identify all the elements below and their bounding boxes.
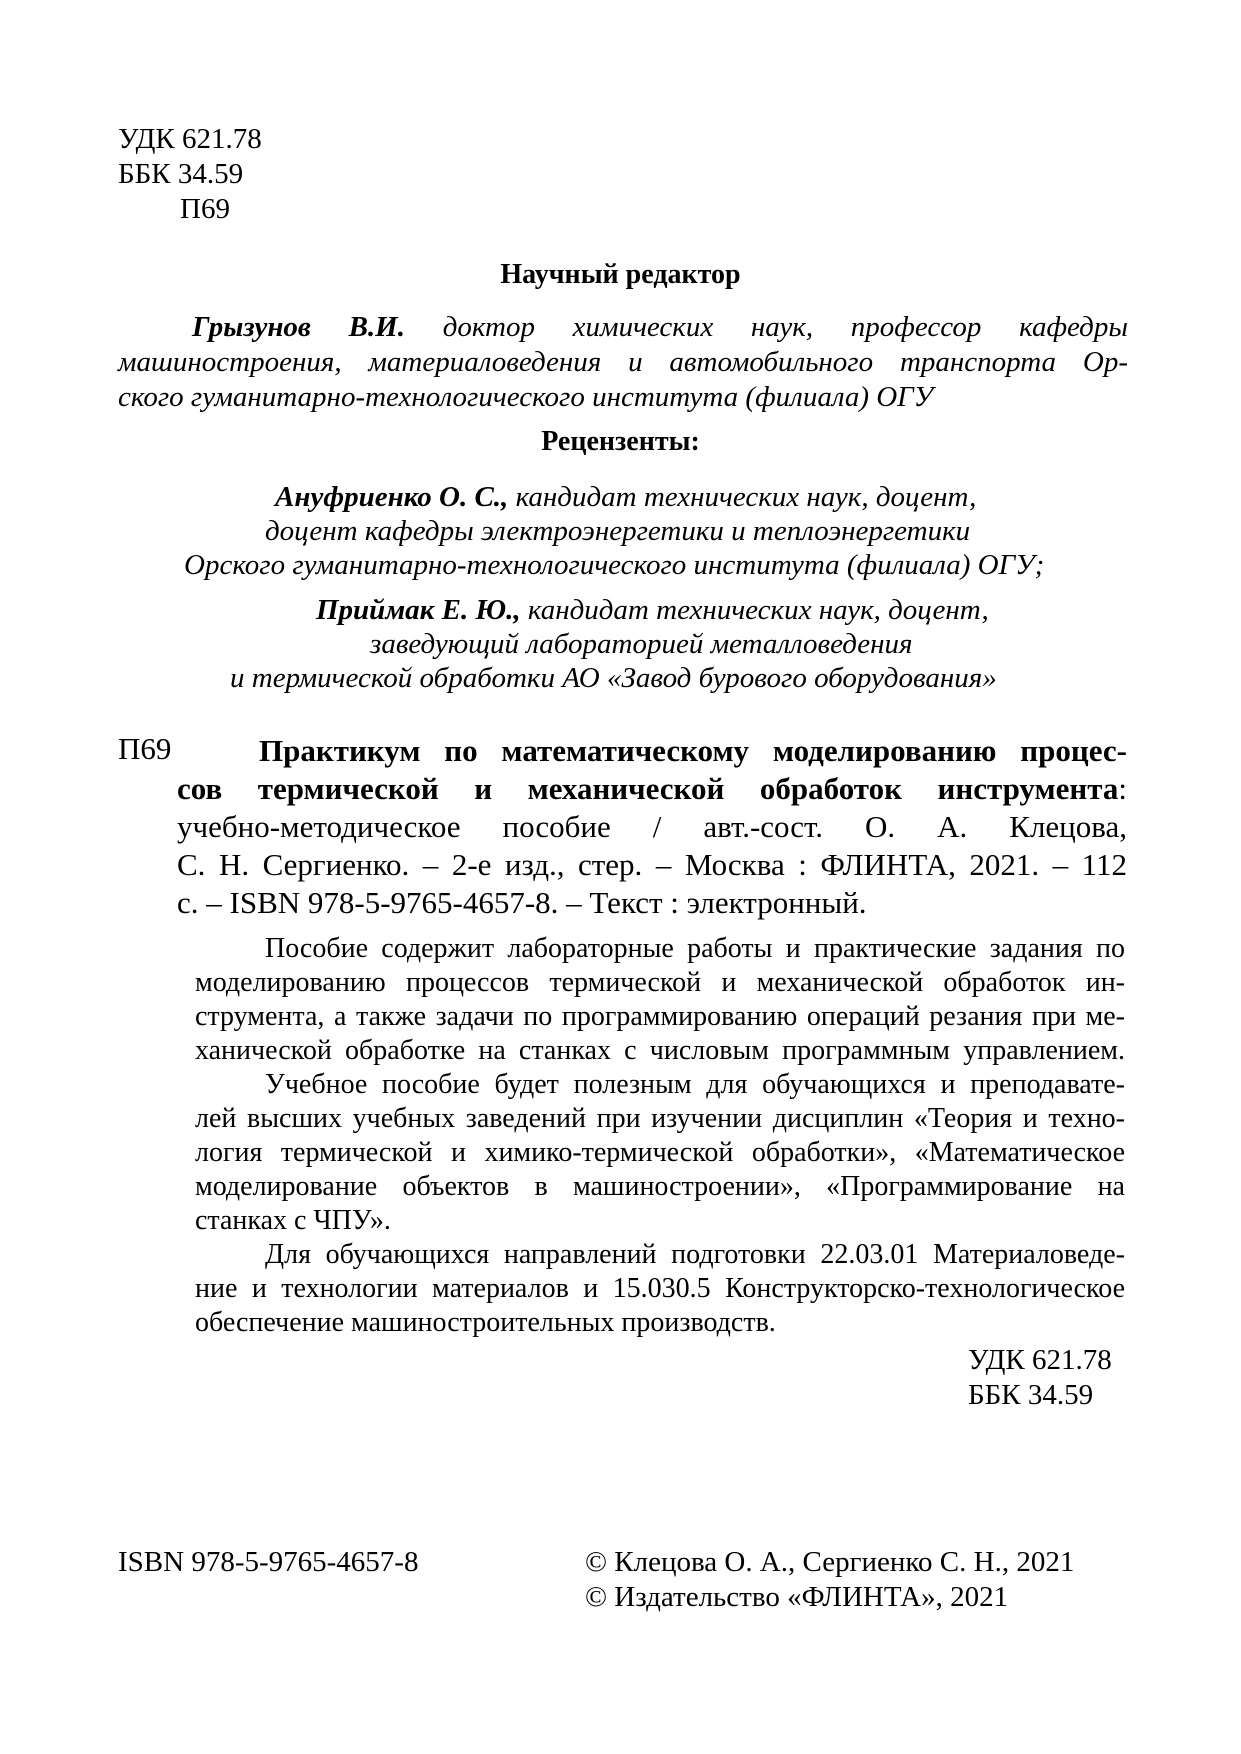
catalog-title-text: сов термической и механической обработок инструмента [177, 771, 1119, 806]
abstract-p2-line-3: логия термической и химико-термической обработки», «Математическое [195, 1137, 1125, 1168]
reviewer-2-line-1 [316, 593, 1241, 627]
catalog-entry [177, 732, 1127, 922]
footer-bbk-code: ББК 34.59 [968, 1379, 1094, 1411]
scientific-editor-line-3: ского гуманитарно-технологического института (филиала) ОГУ [118, 381, 934, 413]
abstract-p1-line-3: струмента, а также задачи по программированию операций резания при ме- [195, 1001, 1125, 1032]
catalog-title-line-1: Практикум по математическому моделированию процес- [259, 733, 1127, 768]
classification-codes [118, 122, 262, 227]
copyright-authors: © Клецова О. А., Сергиенко С. Н., 2021 [585, 1546, 1075, 1578]
catalog-line-4: С. Н. Сергиенко. – 2-е изд., стер. – Москва : ФЛИНТА, 2021. – 112 [177, 847, 1127, 882]
abstract-p2-line-1: Учебное пособие будет полезным для обучающихся и преподавате- [265, 1069, 1125, 1100]
catalog-title-colon: : [1118, 771, 1127, 806]
reviewer-2-name: Приймак Е. Ю., [316, 594, 521, 626]
scientific-editor-line-1 [118, 310, 1128, 345]
reviewer-1-line-2: доцент кафедры электроэнергетики и теплоэнергетики [265, 515, 971, 547]
scientific-editor-text: доктор химических наук, профессор кафедры [442, 311, 1128, 343]
abstract-p3-line-3: обеспечение машиностроительных производств. [195, 1307, 776, 1338]
copyright-publisher: © Издательство «ФЛИНТА», 2021 [585, 1581, 1009, 1613]
scientific-editor-heading: Научный редактор [500, 259, 741, 290]
copyright-block [585, 1545, 1074, 1615]
footer-udk-code: УДК 621.78 [968, 1344, 1112, 1376]
abstract-p3-line-1: Для обучающихся направлений подготовки 22.03.01 Материаловеде- [265, 1239, 1125, 1270]
reviewer-1-title: кандидат технических наук, доцент, [508, 481, 977, 513]
footer-classification-codes [968, 1343, 1112, 1413]
abstract-p2-line-4: моделирование объектов в машиностроении», «Программирование на [195, 1171, 1125, 1202]
abstract-p2-line-2: лей высших учебных заведений при изучении дисциплин «Теория и техно- [195, 1103, 1125, 1134]
catalog-title-line-2 [177, 770, 1127, 808]
reviewer-1-line-3: Орского гуманитарно-технологического института (филиала) ОГУ; [184, 549, 1045, 581]
abstract-p1-line-4: ханической обработке на станках с числовым программным управлением. [195, 1035, 1125, 1066]
bbk-code: ББК 34.59 [118, 158, 244, 190]
scientific-editor-name: Грызунов В.И. [192, 311, 405, 343]
reviewer-1-name: Ануфриенко О. С., [275, 481, 509, 513]
reviewer-2-title: кандидат технических наук, доцент, [520, 594, 989, 626]
author-mark: П69 [180, 193, 230, 225]
reviewer-1-line-1 [275, 480, 1241, 514]
reviewer-2-line-3: и термической обработки АО «Завод бурового оборудования» [230, 662, 997, 694]
scientific-editor-line-2: машиностроения, материаловедения и автомобильного транспорта Ор- [118, 346, 1128, 378]
catalog-line-3: учебно-методическое пособие / авт.-сост. О. А. Клецова, [177, 809, 1127, 844]
isbn: ISBN 978-5-9765-4657-8 [118, 1546, 419, 1578]
udk-code: УДК 621.78 [118, 123, 262, 155]
catalog-line-5: с. – ISBN 978-5-9765-4657-8. – Текст : электронный. [177, 885, 867, 920]
abstract-p3-line-2: ние и технологии материалов и 15.030.5 Конструкторско-технологическое [195, 1273, 1125, 1304]
abstract-p2-line-5: станках с ЧПУ». [195, 1205, 391, 1236]
reviewer-1 [0, 480, 1241, 582]
reviewer-2-line-2: заведующий лабораторией металловедения [370, 628, 913, 660]
catalog-author-mark: П69 [118, 731, 172, 766]
abstract [195, 932, 1125, 1340]
reviewer-2 [0, 593, 1241, 695]
scientific-editor-block [118, 310, 1128, 415]
reviewers-heading: Рецензенты: [541, 426, 700, 457]
abstract-p1-line-1: Пособие содержит лабораторные работы и практические задания по [265, 933, 1125, 964]
abstract-p1-line-2: моделированию процессов термической и механической обработок ин- [195, 967, 1125, 998]
